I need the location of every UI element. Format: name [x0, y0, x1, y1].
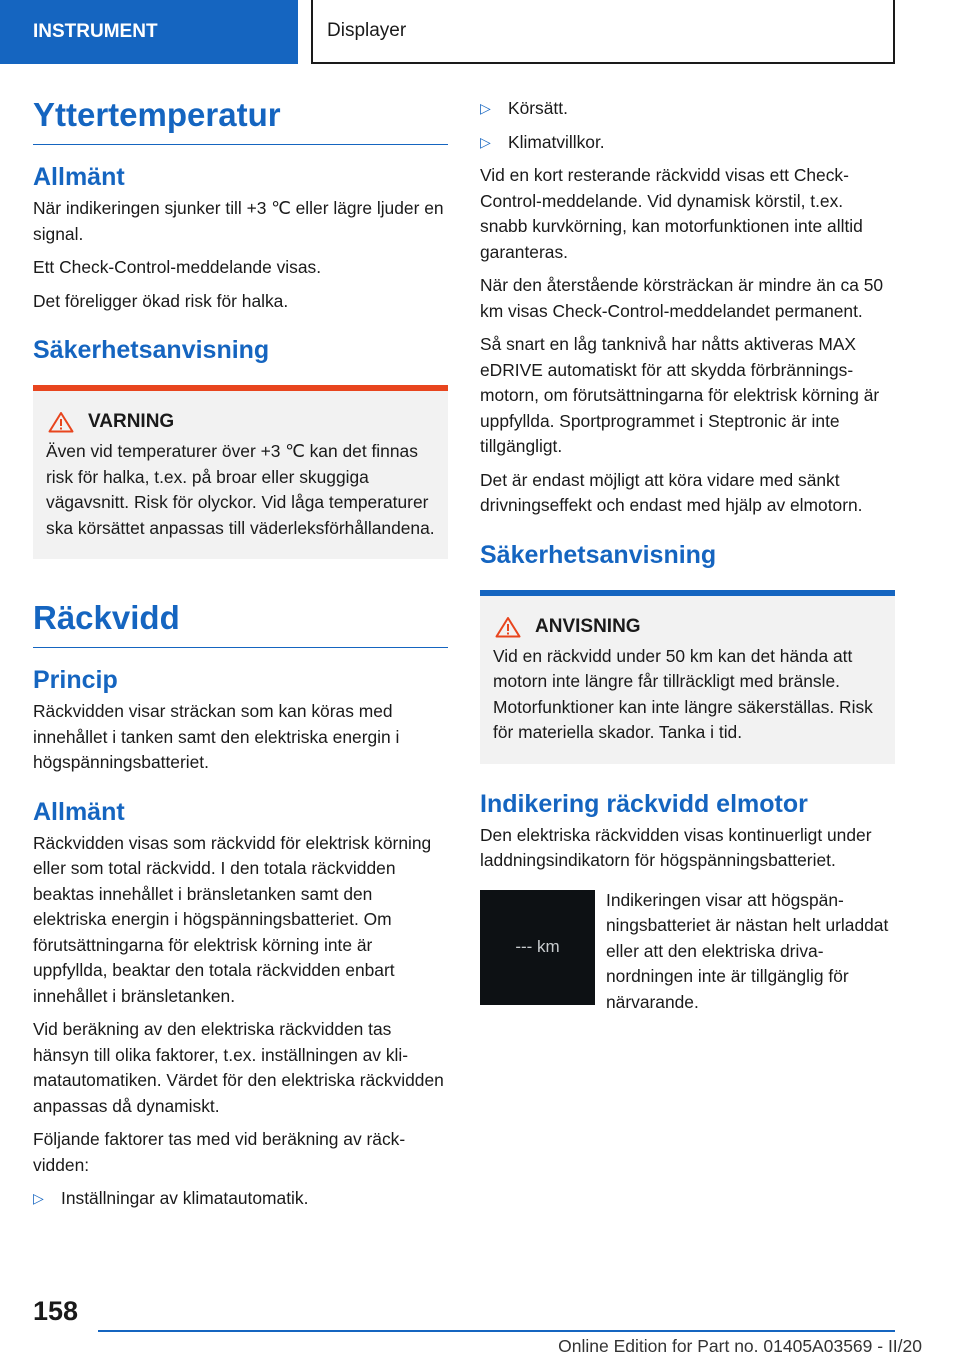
section-tab-label: INSTRUMENT	[33, 21, 158, 42]
paragraph: Räckvidden visas som räckvidd för elektrisk körning eller som total räckvidd. I den totala räckvidden beaktas innehållet i bränsletanken samt den elektriska energin i högspänningsbatteriet. Om förutsättningarna för elektrisk körning inte är uppfyllda, beaktar den totala räckvidden enbart innehållet i bränsletanken.	[33, 832, 432, 1006]
chapter-tab-label: Displayer	[327, 20, 407, 41]
warning-box	[33, 385, 448, 559]
section-tab	[0, 0, 298, 64]
heading-yttertemperatur: Yttertemperatur	[33, 96, 448, 145]
paragraph: Vid beräkning av den elektriska räckvidden tas hänsyn till olika faktorer, t.ex. inställningen av klimatautomatiken. Värdet för den elektriska räckvidden anpassas då dynamiskt.	[33, 1019, 444, 1116]
notice-title-label: ANVISNING	[535, 615, 641, 637]
left-column	[33, 96, 448, 1220]
subheading-allmant: Allmänt	[33, 797, 125, 826]
list-item-text: Inställningar av klimatautomatik.	[61, 1188, 309, 1208]
warning-triangle-icon	[48, 411, 74, 433]
list-item	[480, 130, 895, 156]
safety-heading: Säkerhetsanvisning	[480, 540, 717, 569]
warning-title-label: VARNING	[88, 411, 175, 432]
range-display-image	[480, 890, 595, 1005]
subheading-indikering: Indikering räckvidd elmotor	[480, 789, 808, 818]
safety-heading: Säkerhetsanvisning	[33, 336, 270, 364]
paragraph: Så snart en låg tanknivå har nåtts aktiveras MAX eDRIVE automatiskt för att skydda förbränningsmotorn, om förutsättningarna för elektrisk körning är uppfyllda. Sportprogrammet i Steptronic är inte tillgängligt.	[480, 334, 880, 456]
subheading-allmant: Allmänt	[33, 163, 125, 191]
list-item	[480, 96, 895, 122]
heading-rackvidd: Räckvidd	[33, 599, 448, 648]
list-item-text: Klimatvillkor.	[508, 131, 605, 152]
paragraph: Ett Check-Control-meddelande visas.	[33, 257, 322, 277]
paragraph: Det föreligger ökad risk för halka.	[33, 290, 289, 311]
paragraph: Det är endast möjligt att köra vidare med sänkt drivningseffekt och endast med hjälp av elmotorn.	[480, 469, 863, 515]
edition-note: Online Edition for Part no. 01405A03569 - II/20	[558, 1336, 922, 1356]
paragraph: Indikeringen visar att högspänningsbatteriet är nästan helt urladdat eller att den elektriska drivanordningen inte är tillgänglig för närvarande.	[606, 889, 889, 1012]
warning-text: Även vid temperaturer över +3 ℃ kan det finnas risk för halka, t.ex. på broar eller skuggiga vägavsnitt. Risk för olyckor. Vid låga temperaturer ska körsättet anpassas till väderleksförhållandena.	[46, 441, 435, 538]
paragraph: Vid en kort resterande räckvidd visas ett Check-Control-meddelande. Vid dynamisk körstil, t.ex. snabb kurvkörning, kan motorfunktionen inte alltid garanteras.	[480, 165, 863, 262]
triangle-bullet-icon: ▷	[33, 1190, 44, 1206]
notice-title	[493, 616, 883, 638]
right-column	[480, 96, 895, 1015]
paragraph: När indikeringen sjunker till +3 ℃ eller lägre ljuder en signal.	[33, 198, 444, 244]
range-display-readout: --- km	[515, 937, 560, 956]
chapter-tab	[311, 0, 895, 64]
subheading-princip: Princip	[33, 666, 118, 694]
footer-divider	[98, 1330, 895, 1332]
warning-title	[46, 411, 436, 433]
notice-box	[480, 590, 895, 764]
list-item-text: Körsätt.	[508, 98, 568, 118]
warning-triangle-icon	[495, 616, 521, 638]
paragraph: När den återstående körsträckan är mindre än ca 50 km visas Check-Control-meddelandet permanent.	[480, 275, 884, 321]
triangle-bullet-icon: ▷	[480, 100, 491, 116]
notice-text: Vid en räckvidd under 50 km kan det hända att motorn inte längre får tillräckligt med bränsle. Motorfunktioner kan inte längre säkerställas. Risk för materiella skador. Tanka i tid.	[493, 645, 873, 742]
triangle-bullet-icon: ▷	[480, 133, 491, 150]
figure-row	[480, 888, 895, 1016]
paragraph: Räckvidden visar sträckan som kan köras med innehållet i tanken samt den elektriska energin i högspänningsbatteriet.	[33, 701, 400, 772]
page-number: 158	[33, 1296, 79, 1326]
paragraph: Följande faktorer tas med vid beräkning av räckvidden:	[33, 1129, 406, 1175]
paragraph: Den elektriska räckvidden visas kontinuerligt under laddningsindikatorn för högspänningsbatteriet.	[480, 824, 872, 870]
list-item	[33, 1186, 448, 1212]
